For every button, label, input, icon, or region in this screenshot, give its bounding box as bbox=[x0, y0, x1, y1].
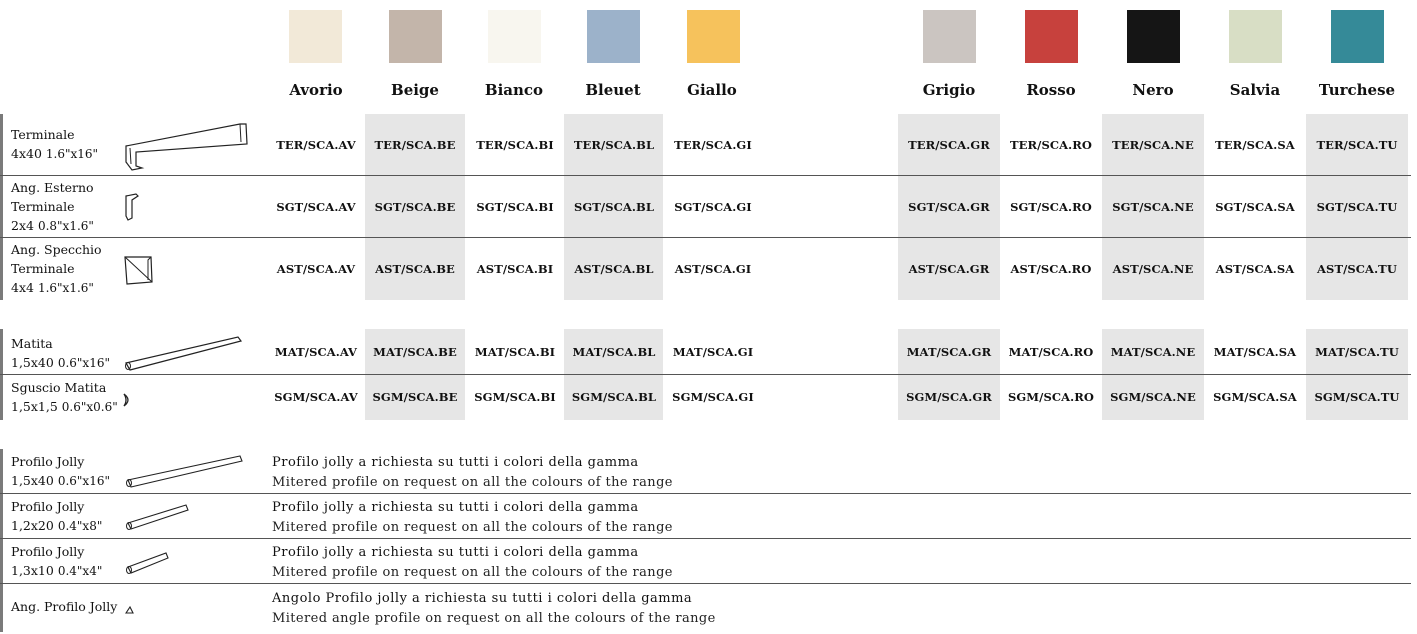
color-name-grigio: Grigio bbox=[922, 81, 976, 99]
product-code: MAT/SCA.GI bbox=[672, 345, 754, 359]
product-code: MAT/SCA.SA bbox=[1213, 345, 1297, 359]
product-label: Ang. Specchio Terminale 4x4 1.6"x1.6" bbox=[11, 242, 102, 295]
product-code: TER/SCA.BE bbox=[374, 138, 456, 152]
color-name-beige: Beige bbox=[391, 81, 439, 99]
swatch-grigio bbox=[923, 10, 976, 63]
product-code: SGM/SCA.BL bbox=[571, 390, 657, 404]
jolly-note: Angolo Profilo jolly a richiesta su tutti i colori della gamma Mitered angle profile on request on all the colours of the range bbox=[272, 591, 716, 626]
color-name-salvia: Salvia bbox=[1229, 81, 1281, 99]
product-code: TER/SCA.NE bbox=[1112, 138, 1194, 152]
product-label: Profilo Jolly 1,2x20 0.4"x8" bbox=[11, 499, 103, 533]
jolly-long-icon bbox=[122, 452, 246, 490]
color-name-nero: Nero bbox=[1132, 81, 1174, 99]
product-code: AST/SCA.GR bbox=[908, 262, 990, 276]
swatch-avorio bbox=[289, 10, 342, 63]
product-code: TER/SCA.BI bbox=[476, 138, 554, 152]
jolly-angle-icon bbox=[124, 604, 136, 616]
swatch-nero bbox=[1127, 10, 1180, 63]
color-name-avorio: Avorio bbox=[289, 81, 343, 99]
product-code: SGM/SCA.NE bbox=[1110, 390, 1196, 404]
color-name-bleuet: Bleuet bbox=[585, 81, 641, 99]
terminale-icon bbox=[122, 118, 250, 174]
product-label: Matita 1,5x40 0.6"x16" bbox=[11, 336, 110, 370]
product-code: TER/SCA.GI bbox=[674, 138, 752, 152]
product-code: SGT/SCA.GI bbox=[674, 200, 752, 214]
product-code: SGT/SCA.TU bbox=[1316, 200, 1398, 214]
product-code: SGT/SCA.AV bbox=[276, 200, 356, 214]
angle-mirror-icon bbox=[122, 254, 156, 286]
product-code: SGT/SCA.BL bbox=[573, 200, 655, 214]
product-code: MAT/SCA.BI bbox=[474, 345, 556, 359]
swatch-salvia bbox=[1229, 10, 1282, 63]
product-code: SGM/SCA.BE bbox=[372, 390, 458, 404]
swatch-giallo bbox=[687, 10, 740, 63]
product-code: TER/SCA.AV bbox=[276, 138, 356, 152]
color-name-bianco: Bianco bbox=[484, 81, 544, 99]
product-code: AST/SCA.AV bbox=[276, 262, 356, 276]
product-code: AST/SCA.GI bbox=[674, 262, 752, 276]
product-code: SGT/SCA.NE bbox=[1112, 200, 1194, 214]
angle-external-icon bbox=[122, 192, 144, 224]
product-code: SGM/SCA.GR bbox=[906, 390, 992, 404]
table-row-jolly-1 bbox=[0, 449, 1411, 494]
product-code: SGM/SCA.BI bbox=[474, 390, 556, 404]
product-code: AST/SCA.NE bbox=[1112, 262, 1194, 276]
pencil-trim-icon bbox=[122, 333, 246, 373]
product-code: AST/SCA.TU bbox=[1317, 262, 1397, 276]
product-code: SGM/SCA.RO bbox=[1007, 390, 1094, 404]
product-code: TER/SCA.GR bbox=[908, 138, 990, 152]
swatch-bianco bbox=[488, 10, 541, 63]
product-code: TER/SCA.RO bbox=[1009, 138, 1093, 152]
product-code: SGT/SCA.GR bbox=[908, 200, 990, 214]
product-code: MAT/SCA.TU bbox=[1315, 345, 1399, 359]
product-code: SGM/SCA.AV bbox=[274, 390, 358, 404]
table-row-jolly-angle bbox=[0, 584, 1411, 632]
product-code: TER/SCA.TU bbox=[1316, 138, 1398, 152]
jolly-note: Profilo jolly a richiesta su tutti i colori della gamma Mitered profile on request on all the colours of the range bbox=[272, 455, 673, 490]
product-code: SGT/SCA.SA bbox=[1215, 200, 1295, 214]
product-code: SGM/SCA.GI bbox=[672, 390, 754, 404]
table-row-jolly-3 bbox=[0, 539, 1411, 584]
product-code: AST/SCA.BE bbox=[375, 262, 455, 276]
table-row-jolly-2 bbox=[0, 494, 1411, 539]
swatch-turchese bbox=[1331, 10, 1384, 63]
product-code: MAT/SCA.GR bbox=[906, 345, 992, 359]
jolly-medium-icon bbox=[122, 502, 194, 532]
product-code: MAT/SCA.BE bbox=[373, 345, 457, 359]
swatch-beige bbox=[389, 10, 442, 63]
product-code: AST/SCA.BL bbox=[574, 262, 654, 276]
product-code: SGM/SCA.SA bbox=[1213, 390, 1297, 404]
cove-pencil-icon bbox=[120, 391, 136, 409]
product-code: SGT/SCA.BI bbox=[476, 200, 554, 214]
product-label: Ang. Esterno Terminale 2x4 0.8"x1.6" bbox=[11, 180, 94, 233]
color-name-turchese: Turchese bbox=[1318, 81, 1396, 99]
product-label: Terminale 4x40 1.6"x16" bbox=[11, 127, 99, 161]
product-label: Ang. Profilo Jolly bbox=[11, 599, 118, 614]
product-code: SGM/SCA.TU bbox=[1314, 390, 1400, 404]
product-label: Profilo Jolly 1,3x10 0.4"x4" bbox=[11, 544, 103, 578]
product-code: SGT/SCA.BE bbox=[374, 200, 456, 214]
product-label: Sguscio Matita 1,5x1,5 0.6"x0.6" bbox=[11, 380, 118, 414]
product-code: MAT/SCA.RO bbox=[1008, 345, 1094, 359]
product-code: MAT/SCA.AV bbox=[274, 345, 358, 359]
product-code: AST/SCA.BI bbox=[476, 262, 554, 276]
product-code: SGT/SCA.RO bbox=[1010, 200, 1092, 214]
product-code: MAT/SCA.NE bbox=[1110, 345, 1196, 359]
swatch-rosso bbox=[1025, 10, 1078, 63]
jolly-note: Profilo jolly a richiesta su tutti i colori della gamma Mitered profile on request on all the colours of the range bbox=[272, 500, 673, 535]
product-code: TER/SCA.BL bbox=[573, 138, 655, 152]
swatch-bleuet bbox=[587, 10, 640, 63]
product-code: AST/SCA.RO bbox=[1010, 262, 1092, 276]
product-label: Profilo Jolly 1,5x40 0.6"x16" bbox=[11, 454, 110, 488]
product-code: TER/SCA.SA bbox=[1215, 138, 1295, 152]
jolly-short-icon bbox=[122, 550, 172, 576]
color-name-giallo: Giallo bbox=[687, 81, 737, 99]
product-code: MAT/SCA.BL bbox=[572, 345, 656, 359]
product-code: AST/SCA.SA bbox=[1215, 262, 1295, 276]
color-name-rosso: Rosso bbox=[1026, 81, 1076, 99]
jolly-note: Profilo jolly a richiesta su tutti i colori della gamma Mitered profile on request on all the colours of the range bbox=[272, 545, 673, 580]
